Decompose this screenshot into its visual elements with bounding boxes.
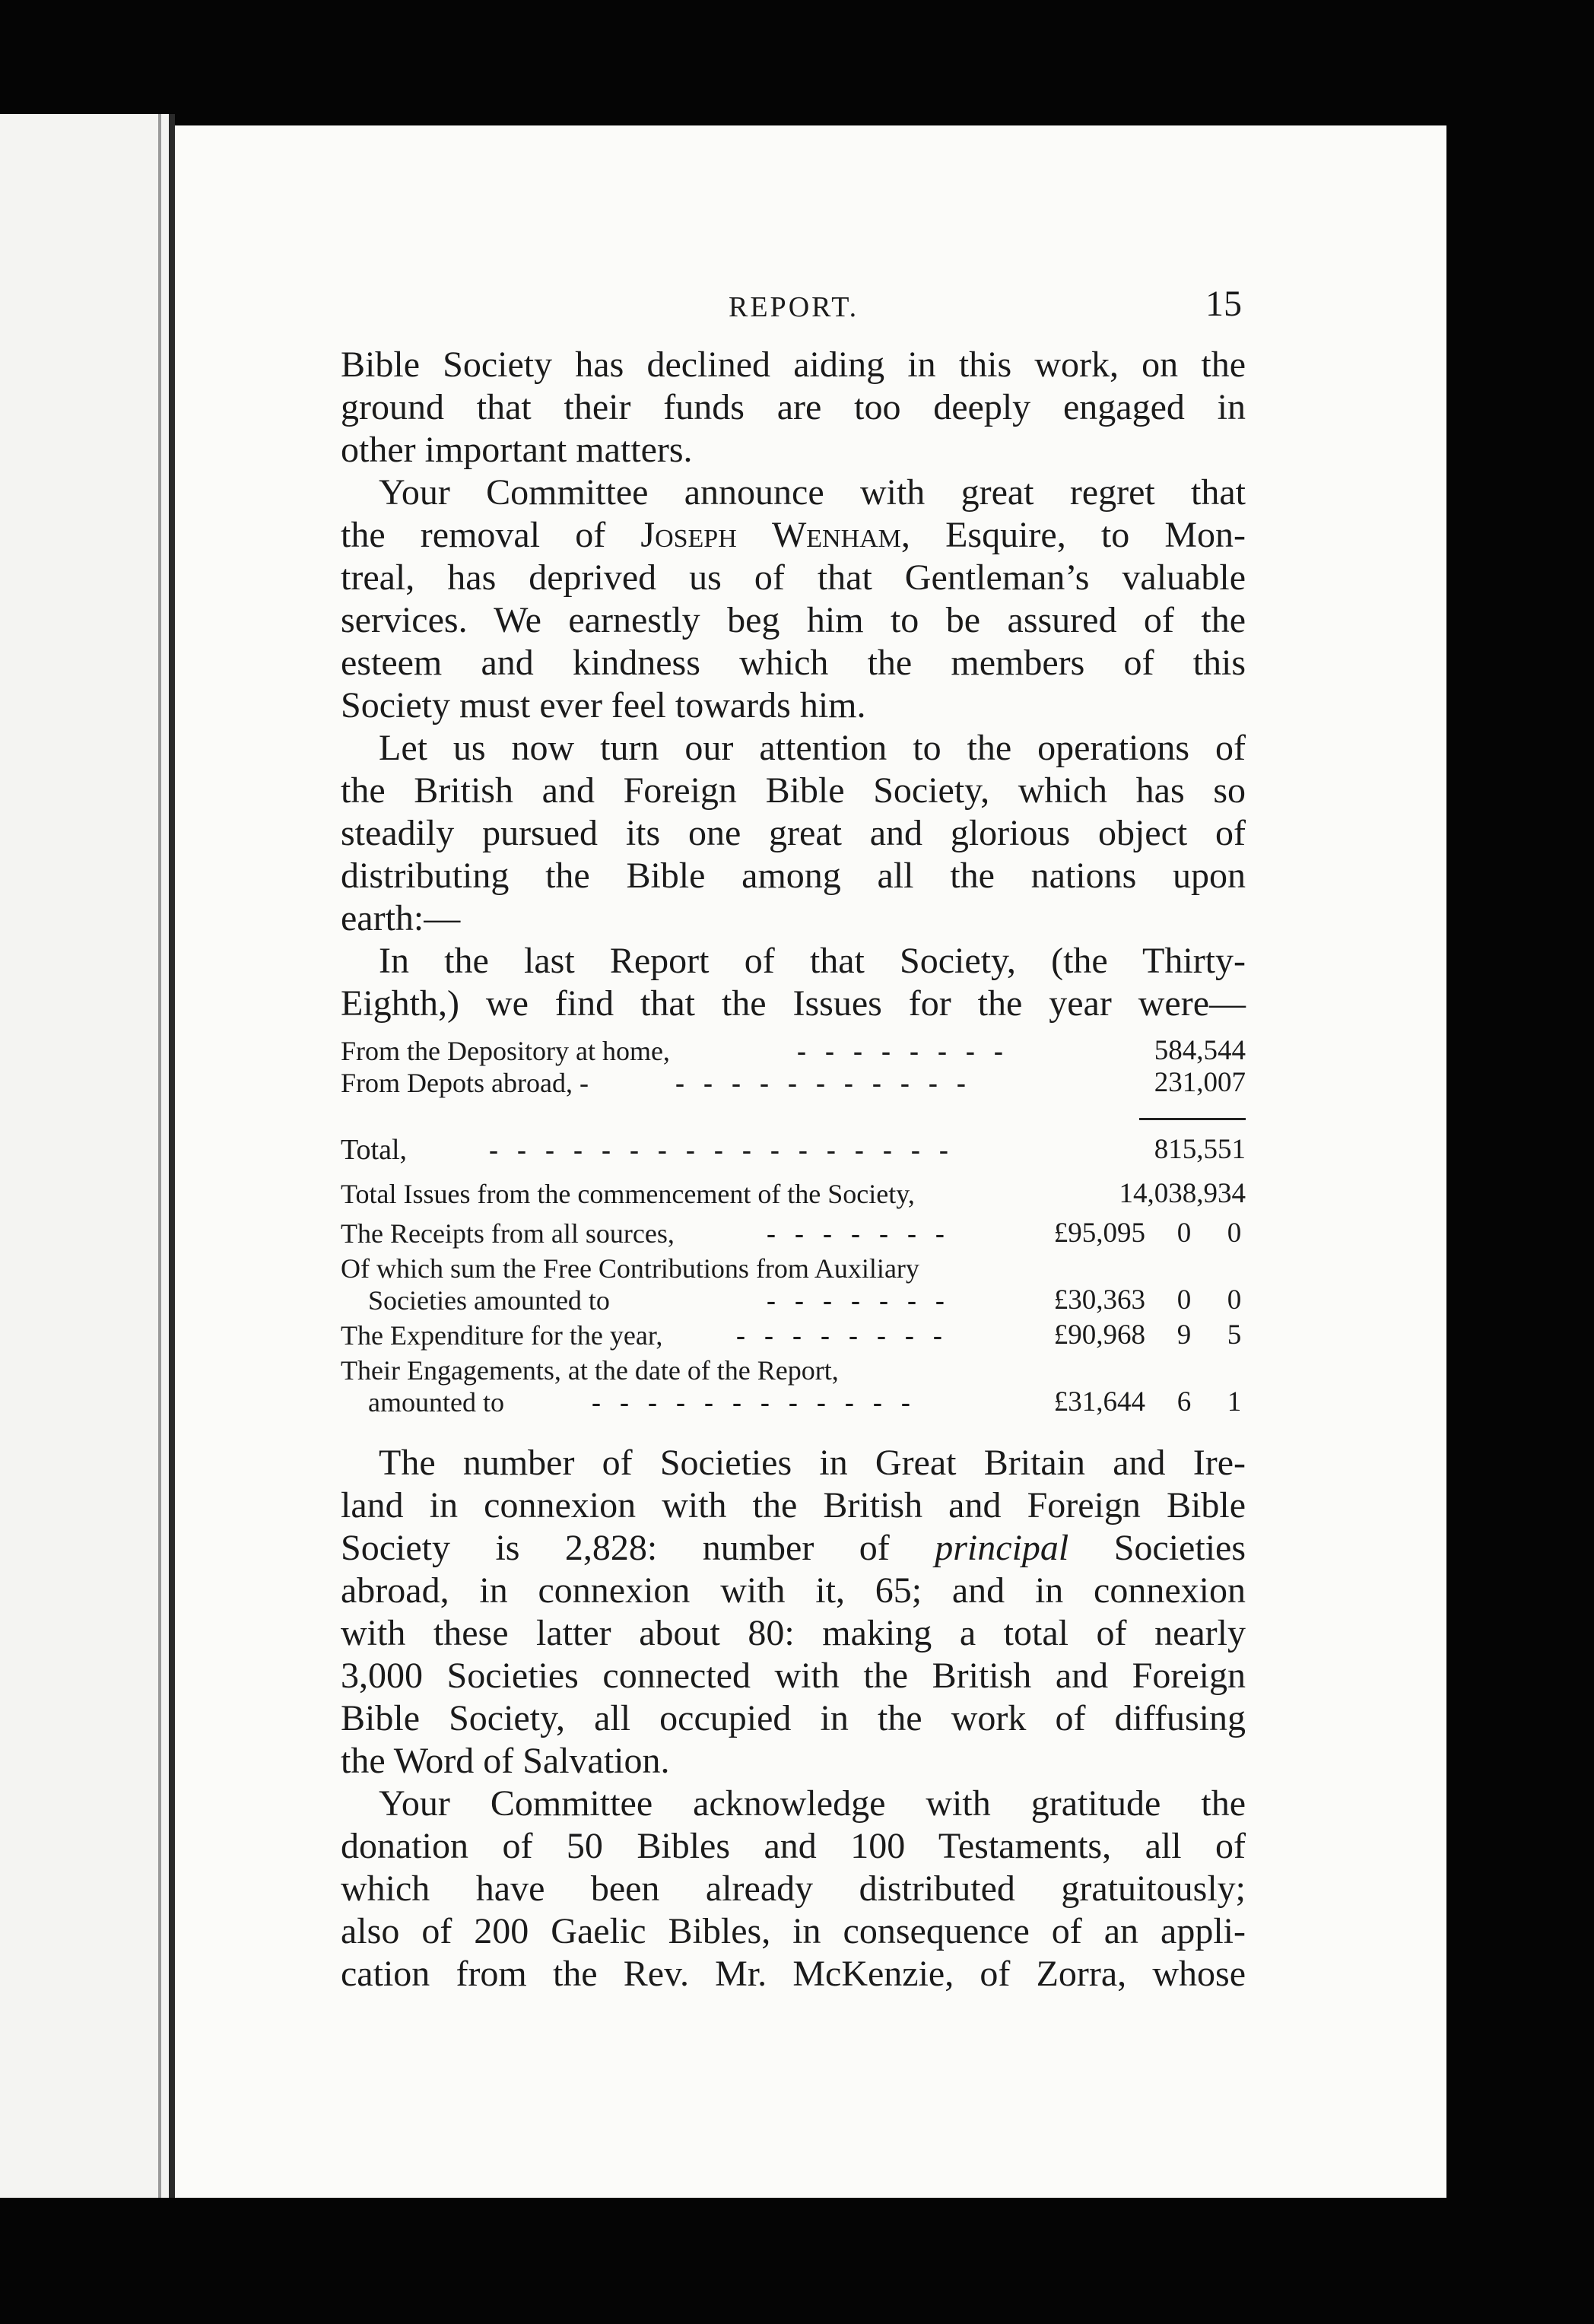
- table-row: [341, 1179, 1246, 1209]
- body-line: the Word of Salvation.: [341, 1741, 670, 1781]
- pounds-value: £95,095: [1053, 1218, 1145, 1249]
- body-line: Bible Society has declined aiding in this work, on the: [341, 344, 1246, 385]
- table-row: [341, 1135, 1246, 1165]
- body-line: other important matters.: [341, 430, 693, 470]
- dot-leader: - - - - - - -: [767, 1218, 951, 1249]
- dot-leader: - - - - - - - -: [797, 1036, 1009, 1066]
- body-line: treal, has deprived us of that Gentleman’s valuable: [341, 557, 1246, 598]
- body-line: steadily pursued its one great and glorious object of: [341, 813, 1246, 853]
- pence-value: 0: [1227, 1284, 1242, 1316]
- table-row: [341, 1036, 1246, 1066]
- body-line: cation from the Rev. Mr. McKenzie, of Zorra, whose: [341, 1954, 1246, 1994]
- body-line: Let us now turn our attention to the operations of: [379, 728, 1246, 768]
- text-run: Society is 2,828: number of: [341, 1528, 935, 1568]
- body-line: abroad, in connexion with it, 65; and in connexion: [341, 1570, 1246, 1611]
- body-line: donation of 50 Bibles and 100 Testaments, all of: [341, 1826, 1246, 1866]
- body-line: [341, 514, 1246, 557]
- row-value: 231,007: [1154, 1067, 1246, 1098]
- body-line: earth:—: [341, 898, 461, 938]
- person-name: Wenham: [771, 515, 901, 555]
- shillings-value: 0: [1176, 1218, 1192, 1249]
- row-label: The Expenditure for the year,: [341, 1320, 663, 1351]
- dot-leader: - - - - - - - - - - -: [675, 1068, 972, 1098]
- body-line: [341, 1527, 1246, 1570]
- row-label: Of which sum the Free Contributions from Auxiliary: [341, 1253, 919, 1284]
- body-line: which have been already distributed gratuitously;: [341, 1868, 1246, 1909]
- body-line: 3,000 Societies connected with the British and Foreign: [341, 1656, 1246, 1696]
- table-row: [341, 1253, 1246, 1284]
- body-line: land in connexion with the British and Foreign Bible: [341, 1485, 1246, 1526]
- row-value: 584,544: [1154, 1035, 1246, 1066]
- row-label: amounted to: [368, 1387, 504, 1418]
- table-row: [341, 1218, 1246, 1249]
- body-line: The number of Societies in Great Britain and Ire-: [379, 1443, 1246, 1483]
- body-line: Your Committee acknowledge with gratitude the: [379, 1783, 1246, 1824]
- row-value: 815,551: [1154, 1134, 1246, 1165]
- text-run: Societies: [1068, 1528, 1246, 1568]
- pence-value: 5: [1227, 1319, 1242, 1351]
- table-row: [341, 1320, 1246, 1351]
- table-row: [341, 1285, 1246, 1316]
- person-name: Joseph: [640, 515, 737, 555]
- pence-value: 1: [1227, 1386, 1242, 1418]
- text-run: the removal of: [341, 515, 641, 555]
- row-value: 14,038,934: [1119, 1178, 1246, 1209]
- dot-leader: - - - - - - -: [767, 1285, 951, 1316]
- pence-value: 0: [1227, 1218, 1242, 1249]
- dot-leader: - - - - - - - -: [736, 1320, 948, 1351]
- row-label: From the Depository at home,: [341, 1036, 670, 1066]
- body-line: Eighth,) we find that the Issues for the year were—: [341, 983, 1246, 1024]
- emphasis: principal: [935, 1528, 1069, 1568]
- body-line: the British and Foreign Bible Society, which has so: [341, 770, 1246, 811]
- pounds-value: £31,644: [1053, 1386, 1145, 1418]
- body-line: services. We earnestly beg him to be assured of the: [341, 600, 1246, 640]
- body-line: Society must ever feel towards him.: [341, 685, 866, 725]
- shillings-value: 0: [1176, 1284, 1192, 1316]
- running-head: REPORT.: [729, 291, 859, 323]
- body-line: distributing the Bible among all the nations upon: [341, 856, 1246, 896]
- body-line: esteem and kindness which the members of this: [341, 643, 1246, 683]
- row-label: From Depots abroad, -: [341, 1068, 589, 1098]
- body-line: Bible Society, all occupied in the work of diffusing: [341, 1698, 1246, 1738]
- table-row: [341, 1068, 1246, 1098]
- pounds-value: £30,363: [1053, 1284, 1145, 1316]
- row-label: Total,: [341, 1134, 408, 1166]
- book-gutter: [169, 114, 175, 2198]
- left-page-edge: [0, 114, 169, 2198]
- text-run: , Esquire, to Mon-: [900, 515, 1246, 555]
- body-line: also of 200 Gaelic Bibles, in consequence of an appli-: [341, 1911, 1246, 1951]
- row-label: Societies amounted to: [368, 1285, 610, 1316]
- page-number: 15: [1205, 284, 1242, 324]
- body-line: Your Committee announce with great regret that: [379, 472, 1246, 513]
- sum-rule: [1139, 1118, 1246, 1120]
- body-line: In the last Report of that Society, (the Thirty-: [379, 941, 1246, 981]
- shillings-value: 6: [1176, 1386, 1192, 1418]
- body-line: with these latter about 80: making a total of nearly: [341, 1613, 1246, 1653]
- dot-leader: - - - - - - - - - - - - - - - - -: [489, 1135, 954, 1165]
- pounds-value: £90,968: [1053, 1319, 1145, 1351]
- table-row: [341, 1387, 1246, 1418]
- row-label: The Receipts from all sources,: [341, 1218, 675, 1249]
- row-label: Their Engagements, at the date of the Report,: [341, 1355, 839, 1386]
- row-label: Total Issues from the commencement of the Society,: [341, 1179, 915, 1209]
- table-row: [341, 1355, 1246, 1386]
- dot-leader: - - - - - - - - - - - -: [592, 1387, 916, 1418]
- body-line: ground that their funds are too deeply engaged in: [341, 387, 1246, 427]
- shillings-value: 9: [1176, 1319, 1192, 1351]
